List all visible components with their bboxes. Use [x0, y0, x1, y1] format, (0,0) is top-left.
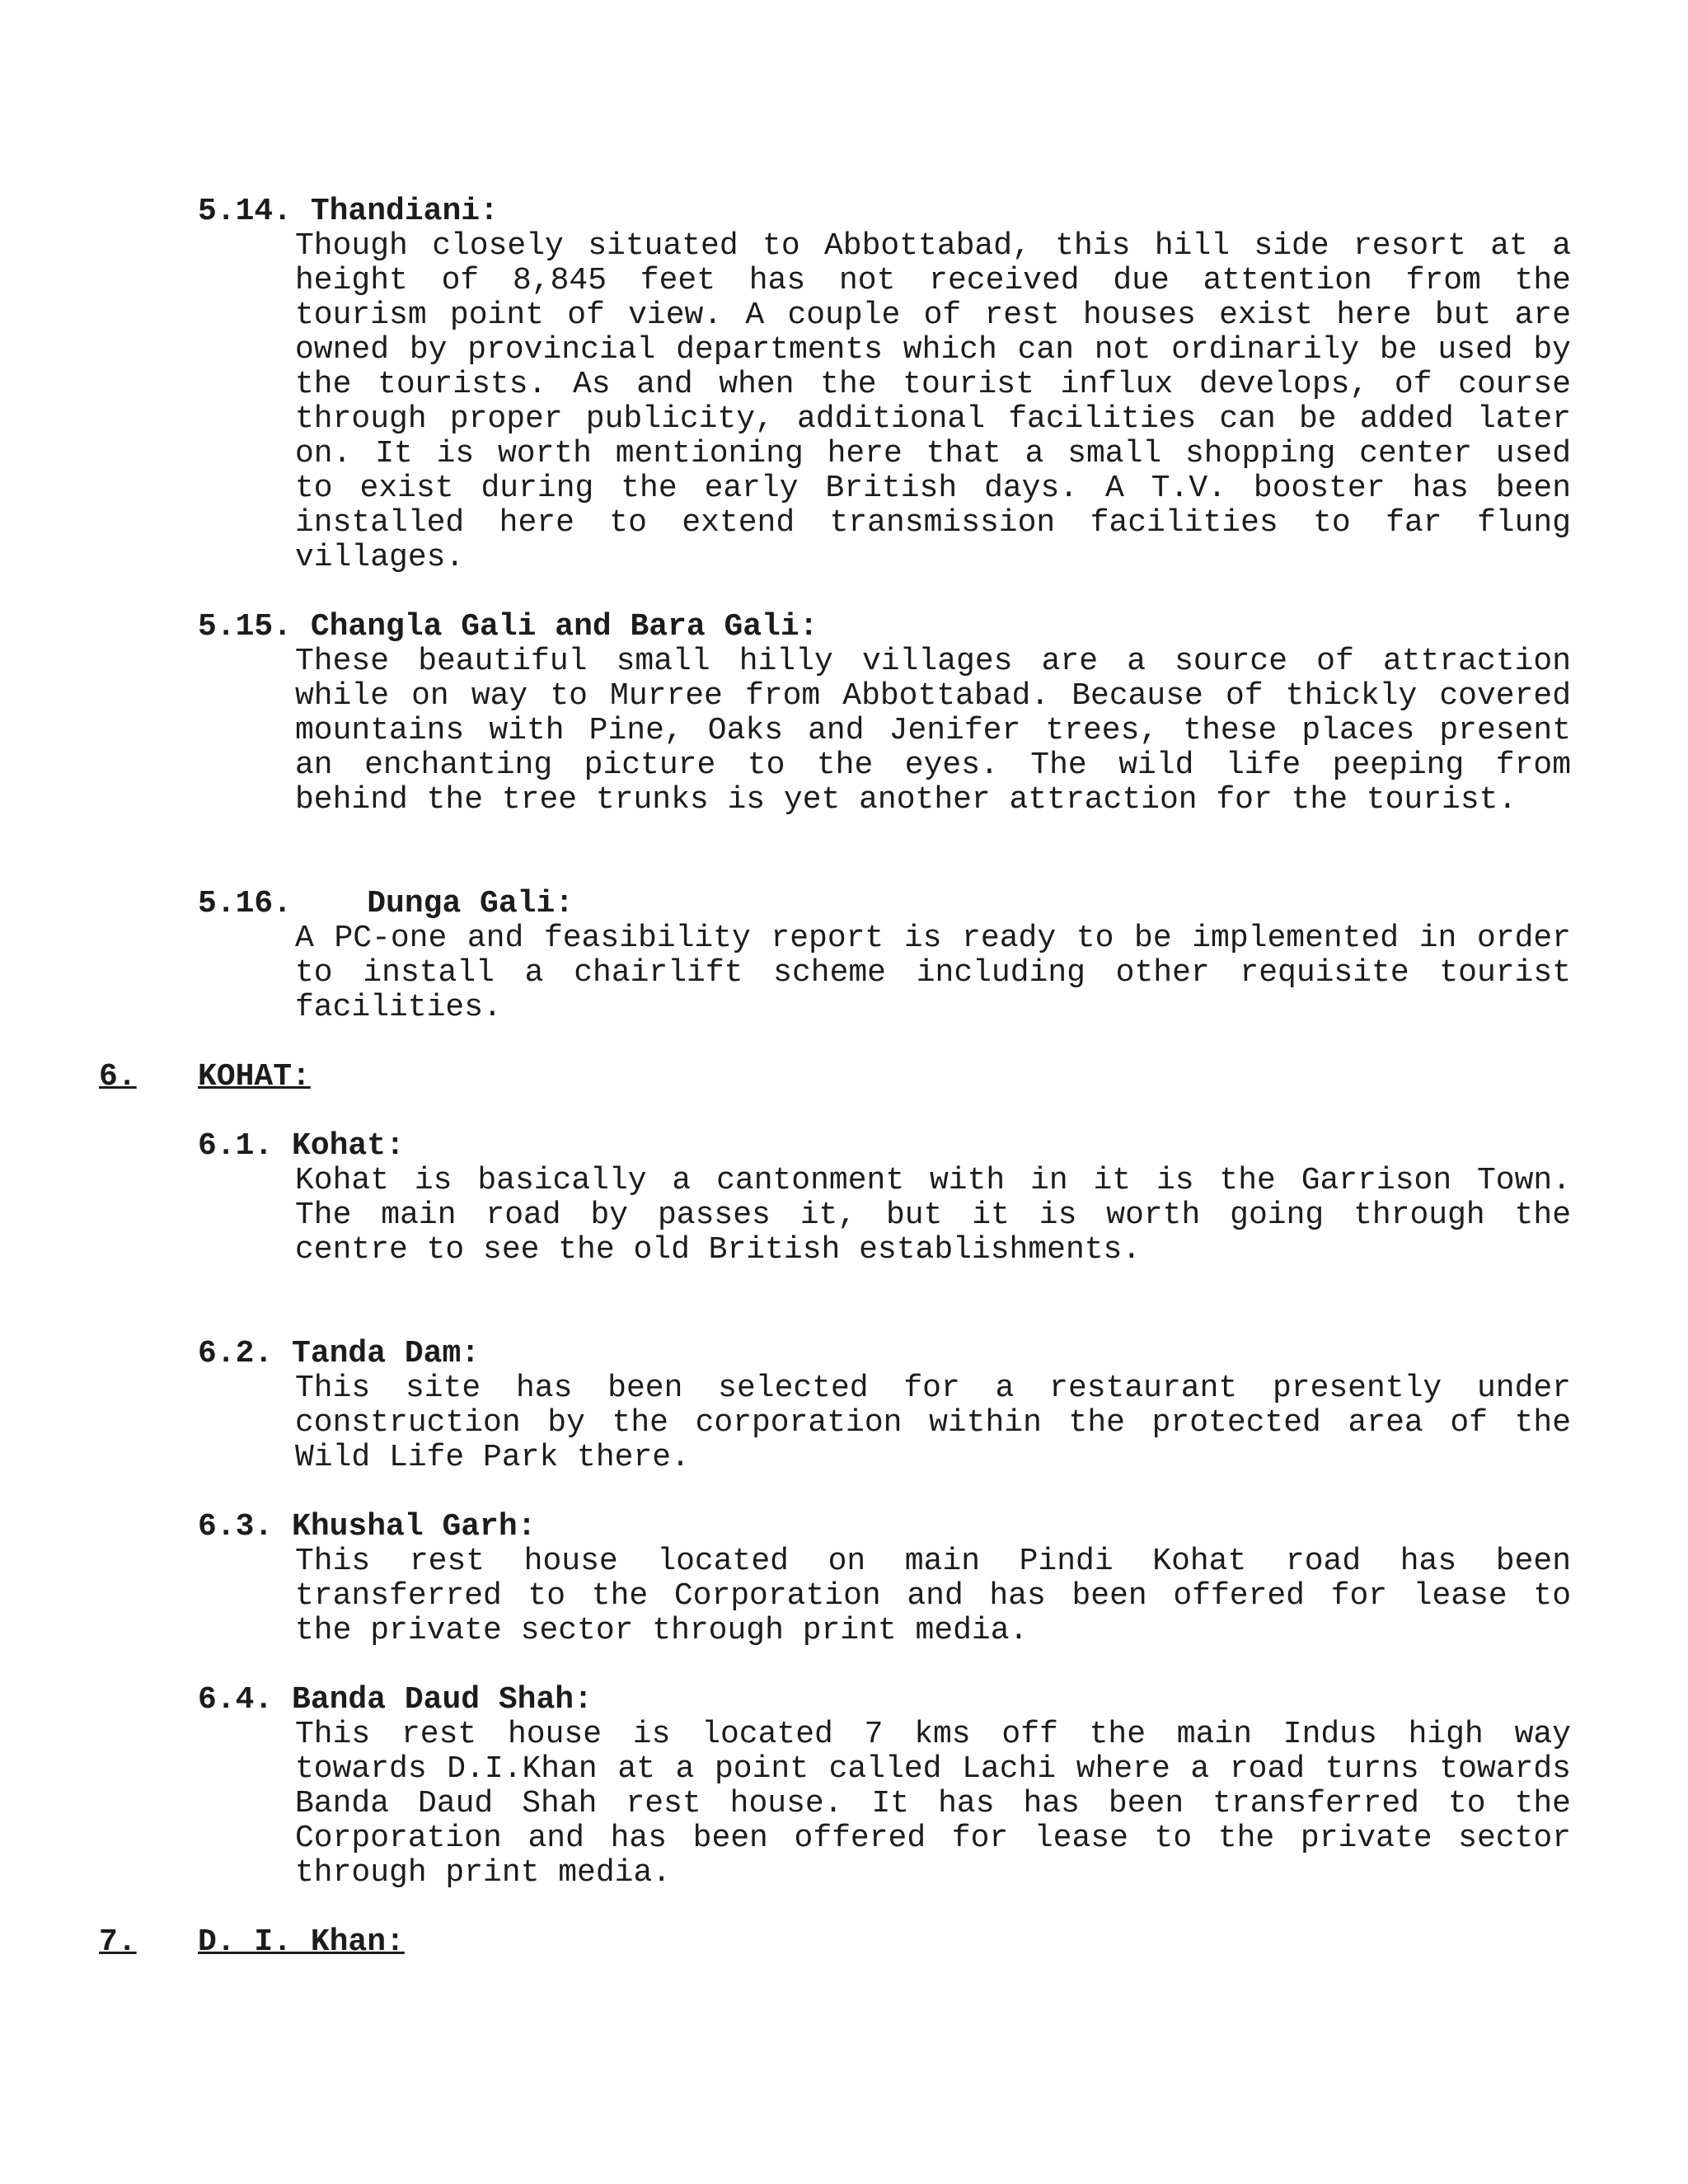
section-6-1-body: Kohat is basically a cantonment with in it is the Garrison Town. The main road by passes it, but it is worth going through the centre to see the old British establishments. — [295, 1163, 1571, 1268]
section-5-14-body: Though closely situated to Abbottabad, this hill side resort at a height of 8,845 feet has not received due attention from the tourism point of view. A couple of rest houses exist here but are owned by provincial departments which can not ordinarily be used by the tourists. As and when the tourist influx develops, of course through proper publicity, additional facilities can be added later on. It is worth mentioning here that a small shopping center used to exist during the early British days. A T.V. booster has been installed here to extend transmission facilities to far flung villages. — [295, 228, 1571, 575]
section-6-3-heading: 6.3. Khushal Garh: — [198, 1509, 537, 1544]
section-6-1-heading: 6.1. Kohat: — [198, 1128, 405, 1164]
section-5-14-heading: 5.14. Thandiani: — [198, 194, 499, 229]
section-6-number: 6. — [99, 1059, 137, 1094]
section-6-3-body: This rest house located on main Pindi Kohat road has been transferred to the Corporation and has been offered for lease to the private sector through print media. — [295, 1544, 1571, 1648]
section-6-2-heading: 6.2. Tanda Dam: — [198, 1336, 481, 1371]
section-6-2-body: This site has been selected for a restaurant presently under construction by the corporation within the protected area of the Wild Life Park there. — [295, 1371, 1571, 1475]
section-5-16-body: A PC-one and feasibility report is ready to be implemented in order to install a chairlift scheme including other requisite tourist facilities. — [295, 921, 1571, 1025]
section-5-15-body: These beautiful small hilly villages are a source of attraction while on way to Murree from Abbottabad. Because of thickly covered mountains with Pine, Oaks and Jenifer trees, these places present an enchanting picture to the eyes. The wild life peeping from behind the tree trunks is yet another attraction for the tourist. — [295, 644, 1571, 818]
section-5-15-heading: 5.15. Changla Gali and Bara Gali: — [198, 609, 818, 644]
section-6-4-heading: 6.4. Banda Daud Shah: — [198, 1682, 593, 1718]
section-7-title: D. I. Khan: — [198, 1924, 405, 1960]
section-6-title: KOHAT: — [198, 1059, 311, 1094]
section-6-4-body: This rest house is located 7 kms off the main Indus high way towards D.I.Khan at a point called Lachi where a road turns towards Banda Daud Shah rest house. It has has been transferred to the Corporation and has been offered for lease to the private sector through print media. — [295, 1717, 1571, 1891]
section-7-number: 7. — [99, 1924, 137, 1960]
section-5-16-heading: 5.16. Dunga Gali: — [198, 886, 574, 921]
